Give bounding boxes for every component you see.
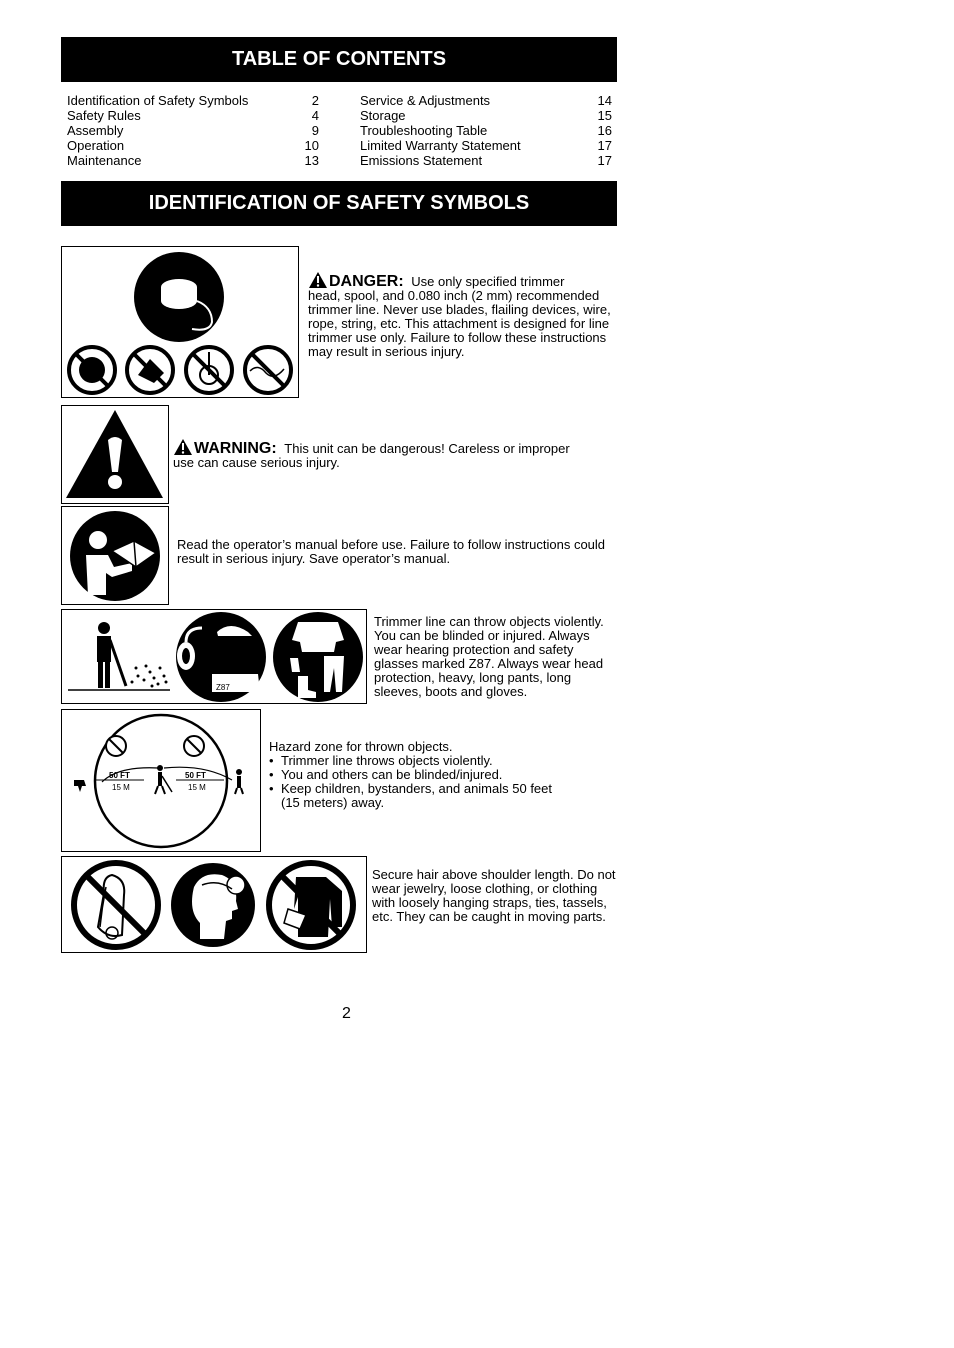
no-long-hair-icon (74, 863, 158, 947)
manual-symbol-box (61, 506, 169, 605)
trimmer-head-symbol-box (61, 246, 299, 398)
toc-entry[interactable]: Safety Rules 4 (67, 108, 319, 123)
toc-entry[interactable]: Limited Warranty Statement 17 (360, 138, 612, 153)
z87-label: Z87 (216, 683, 230, 692)
no-animal-icon (106, 736, 126, 756)
hazard-bullet: • Keep children, bystanders, and animals 50 feet (15 meters) away. (269, 781, 553, 810)
page-number: 2 (342, 1005, 351, 1022)
toc-right-column (360, 93, 612, 168)
left-distance-ft: 50 FT (109, 771, 130, 780)
manual-text: Read the operator’s manual before use. Failure to follow instructions could result in serious injury. Save operator’s manual. (177, 537, 606, 566)
hazard-bullet: • Trimmer line throws objects violently. (269, 753, 493, 768)
toc-title: TABLE OF CONTENTS (231, 48, 447, 70)
read-manual-icon (62, 507, 167, 603)
toc-entry[interactable]: Operation 10 (67, 138, 319, 153)
tied-hair-icon (171, 863, 255, 947)
danger-text: DANGER: Use only specified trimmer head, spool, and 0.080 inch (2 mm) recommended trimmer line. Never use blades, flailing devices, wire, rope, string, etc. This attachment is designed for line trimmer use only. Failure to follow these instructions may result in serious injury. (308, 273, 611, 359)
protective-gear-icons (62, 610, 365, 702)
protection-symbol-box (61, 609, 367, 704)
symbols-title: IDENTIFICATION OF SAFETY SYMBOLS (148, 192, 530, 214)
hair-clothing-icons (62, 857, 365, 951)
symbols-banner (61, 181, 617, 226)
hair-clothing-symbol-box (61, 856, 367, 953)
warning-text: WARNING: This unit can be dangerous! Careless or improper use can cause serious injury. (173, 440, 570, 470)
left-distance-m: 15 M (112, 783, 130, 792)
toc-entry[interactable]: Assembly 9 (67, 123, 319, 138)
thrown-objects-icon (68, 622, 170, 690)
clothing-protection-icon (273, 612, 363, 702)
right-distance-m: 15 M (188, 783, 206, 792)
alert-triangle-icon (173, 438, 193, 456)
warning-triangle-icon (62, 406, 167, 502)
hazard-text (269, 740, 614, 810)
toc-entry[interactable]: Troubleshooting Table 16 (360, 123, 612, 138)
danger-label: DANGER: (308, 273, 404, 290)
alert-triangle-icon (308, 271, 328, 289)
toc-entry[interactable]: Maintenance 13 (67, 153, 319, 168)
warning-label: WARNING: (173, 440, 277, 457)
hair-clothing-text: Secure hair above shoulder length. Do not wear jewelry, loose clothing, or clothing with loosely hanging straps, ties, tassels, etc. They can be caught in moving parts. (372, 867, 616, 924)
toc-entry[interactable]: Identification of Safety Symbols 2 (67, 93, 319, 108)
toc-entry[interactable]: Service & Adjustments 14 (360, 93, 612, 108)
warning-symbol-box (61, 405, 169, 504)
ear-eye-head-protection-icon (176, 612, 266, 702)
protection-text: Trimmer line can throw objects violently. You can be blinded or injured. Always wear hearing protection and safety glasses marked Z87. Always wear head protection, heavy, long pants, long sleeves, boots and gloves. (374, 614, 604, 699)
toc-entry[interactable]: Emissions Statement 17 (360, 153, 612, 168)
toc-left-column (67, 93, 319, 168)
hazard-zone-icon (62, 710, 259, 850)
right-distance-ft: 50 FT (185, 771, 206, 780)
hazard-intro: Hazard zone for thrown objects. (269, 739, 453, 754)
hazard-zone-box (61, 709, 261, 852)
hazard-bullet: • You and others can be blinded/injured. (269, 767, 503, 782)
no-loose-clothing-icon (269, 863, 353, 947)
toc-entry[interactable]: Storage 15 (360, 108, 612, 123)
toc-banner (61, 37, 617, 82)
no-bystander-icon (184, 736, 204, 756)
trimmer-head-prohibited-icon (62, 247, 297, 396)
